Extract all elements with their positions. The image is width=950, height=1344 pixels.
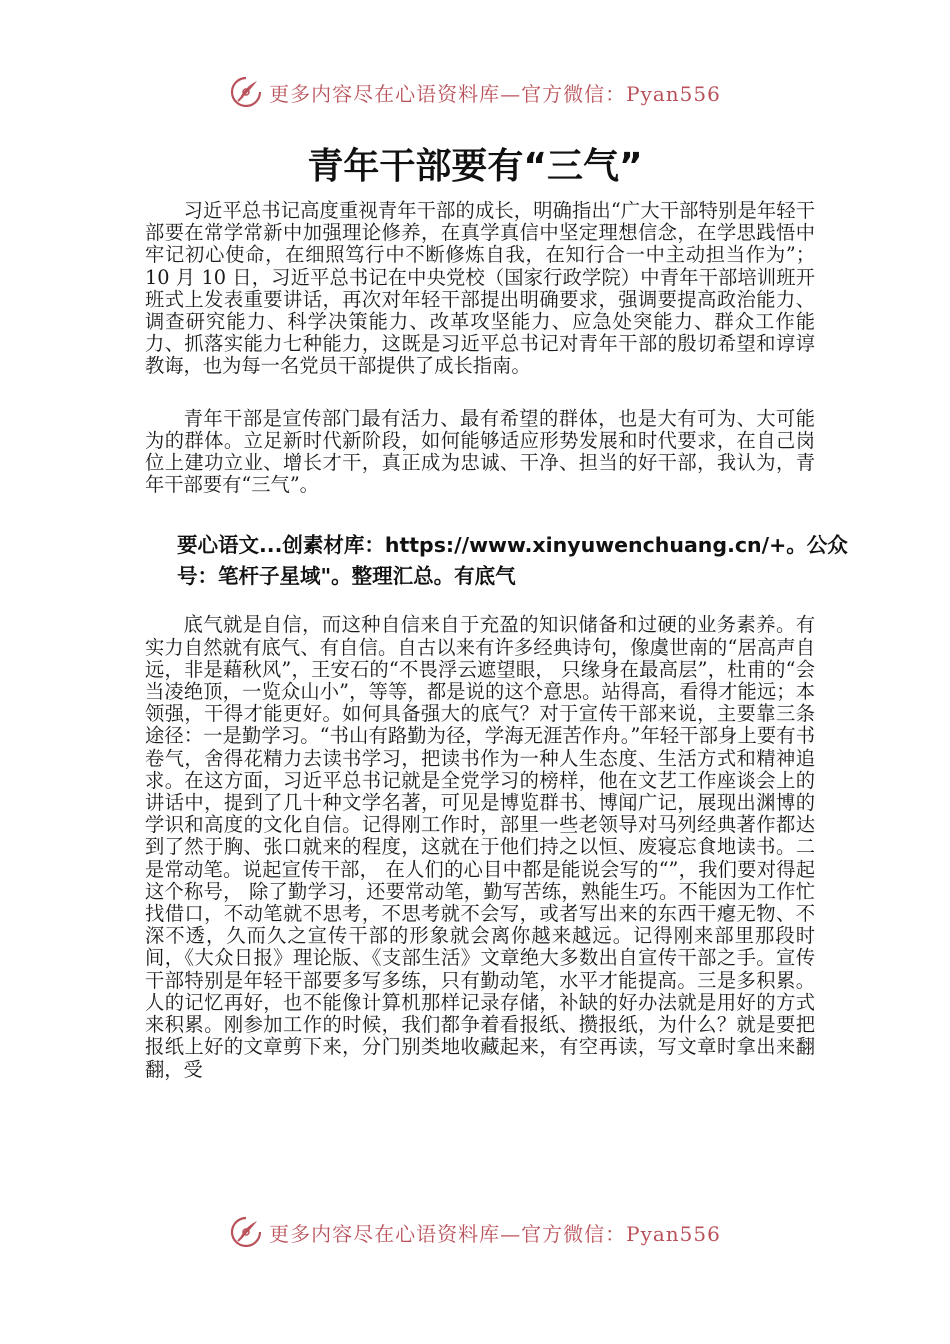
quill-circle-logo-icon <box>229 1215 263 1249</box>
section-heading: 要心语文...创素材库：https://www.xinyuwenchuang.cn/+。公众号：笔杆子星域"。整理汇总。有底气 <box>177 533 848 589</box>
paragraph-1: 习近平总书记高度重视青年干部的成长，明确指出“广大干部特别是年轻干部要在常学常新中加强理论修养，在真学真信中坚定理想信念，在学思践悟中牢记初心使命，在细照笃行中不断修炼自我，在知行合一中主动担当作为”； 10 月 10 日，习近平总书记在中央党校（国家行政学院）中青年干部培训班开班式上发表重要讲话，再次对年轻干部提出明确要求，强调要提高政治能力、调查研究能力、科学决策能力、改革攻坚能力、应急处突能力、群众工作能力、抓落实能力七种能力，这既是习近平总书记对青年干部的殷切希望和谆谆教诲，也为每一名党员干部提供了成长指南。 <box>145 199 815 378</box>
paragraph-3: 底气就是自信，而这种自信来自于充盈的知识储备和过硬的业务素养。有实力自然就有底气、有自信。自古以来有许多经典诗句，像虞世南的“居高声自远，非是藉秋风”，王安石的“不畏浮云遮望眼， 只缘身在最高层”，杜甫的“会当凌绝顶，一览众山小”，等等，都是说的这个意思。站得高，看得才能远；本领强，干得才能更好。如何具备强大的底气？对于宣传干部来说，主要靠三条途径：一是勤学习。“书山有路勤为径，学海无涯苦作舟。”年轻干部身上要有书卷气，舍得花精力去读书学习，把读书作为一种人生态度、生活方式和精神追求。在这方面，习近平总书记就是全党学习的榜样，他在文艺工作座谈会上的讲话中，提到了几十种文学名著，可见是博览群书、博闻广记，展现出渊博的学识和高度的文化自信。记得刚工作时，部里一些老领导对马列经典著作都达到了然于胸、张口就来的程度，这就在于他们持之以恒、废寝忘食地读书。二是常动笔。说起宣传干部， 在人们的心目中都是能说会写的“”，我们要对得起这个称号， 除了勤学习，还要常动笔，勤写苦练，熟能生巧。不能因为工作忙找借口，不动笔就不思考，不思考就不会写，或者写出来的东西干瘪无物、不深不透，久而久之宣传干部的形象就会离你越来越远。记得刚来部里那段时间，《大众日报》理论版、《支部生活》文章绝大多数出自宣传干部之手。宣传干部特别是年轻干部要多写多练，只有勤动笔，水平才能提高。三是多积累。人的记忆再好，也不能像计算机那样记录存储，补缺的好办法就是用好的方式来积累。刚参加工作的时候，我们都争着看报纸、攒报纸，为什么？就是要把报纸上好的文章剪下来，分门别类地收藏起来，有空再读，写文章时拿出来翻翻，受 <box>145 613 815 1081</box>
quill-circle-logo-icon <box>229 75 263 109</box>
banner-text: 更多内容尽在心语资料库—官方微信：Pyan556 <box>269 1221 721 1246</box>
document-title: 青年干部要有“三气” <box>307 146 643 187</box>
banner-text: 更多内容尽在心语资料库—官方微信：Pyan556 <box>269 81 721 106</box>
header-banner <box>0 72 950 112</box>
document-body <box>145 199 848 1081</box>
paragraph-2: 青年干部是宣传部门最有活力、最有希望的群体，也是大有可为、大可能为的群体。立足新时代新阶段，如何能够适应形势发展和时代要求，在自己岗位上建功立业、增长才干，真正成为忠诚、干净、担当的好干部，我认为，青年干部要有“三气”。 <box>145 406 815 497</box>
footer-banner <box>0 1212 950 1252</box>
